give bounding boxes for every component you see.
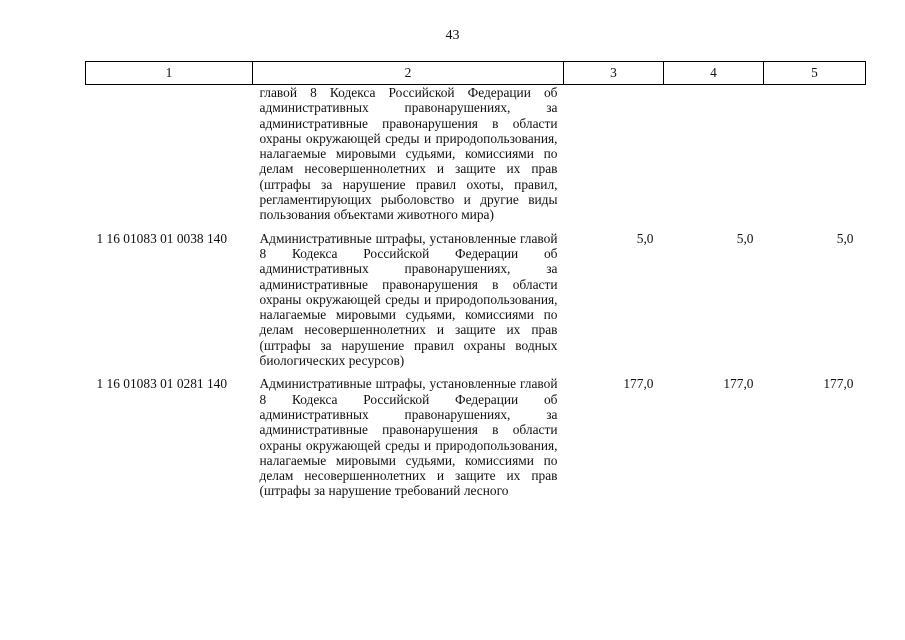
- value-col-4: 5,0: [736, 230, 754, 246]
- income-code: 1 16 01083 01 0281 140: [96, 376, 228, 392]
- value-col-4: 177,0: [723, 376, 754, 392]
- table-header-row: [86, 62, 866, 85]
- header-col-4: 4: [664, 62, 764, 85]
- income-description: Административные штрафы, установленные главой 8 Кодекса Российской Федерации об административных правонарушениях, за административные правонарушения в области охраны окружающей среды и природопользования, налагаемые мировыми судьями, комиссиями по делам несовершеннолетних и защите их прав (штрафы за нарушение правил охраны водных биологических ресурсов): [259, 230, 558, 369]
- header-col-5: 5: [764, 62, 866, 85]
- value-col-4: [664, 85, 764, 223]
- header-col-3: 3: [564, 62, 664, 85]
- table-row: [86, 85, 866, 223]
- page-number: 43: [445, 28, 460, 43]
- header-col-1: 1: [86, 62, 253, 85]
- table-row: [86, 368, 866, 498]
- income-description: главой 8 Кодекса Российской Федерации об административных правонарушениях, за административные правонарушения в области охраны окружающей среды и природопользования, налагаемые мировыми судьями, комиссиями по делам несовершеннолетних и защите их прав (штрафы за нарушение правил охоты, правил, регламентирующих рыболовство и другие виды пользования объектами животного мира): [259, 85, 558, 223]
- income-description: Административные штрафы, установленные главой 8 Кодекса Российской Федерации об административных правонарушениях, за административные правонарушения в области охраны окружающей среды и природопользования, налагаемые мировыми судьями, комиссиями по делам несовершеннолетних и защите их прав (штрафы за нарушение требований лесного: [259, 376, 558, 499]
- value-col-5: 177,0: [823, 376, 854, 392]
- value-col-5: [764, 85, 866, 223]
- budget-table: [85, 61, 866, 499]
- value-col-3: [564, 85, 664, 223]
- header-col-2: 2: [253, 62, 564, 85]
- value-col-5: 5,0: [836, 230, 854, 246]
- income-code: [86, 85, 253, 223]
- table-row: [86, 223, 866, 369]
- value-col-3: 5,0: [636, 230, 654, 246]
- value-col-3: 177,0: [623, 376, 654, 392]
- income-code: 1 16 01083 01 0038 140: [96, 230, 228, 246]
